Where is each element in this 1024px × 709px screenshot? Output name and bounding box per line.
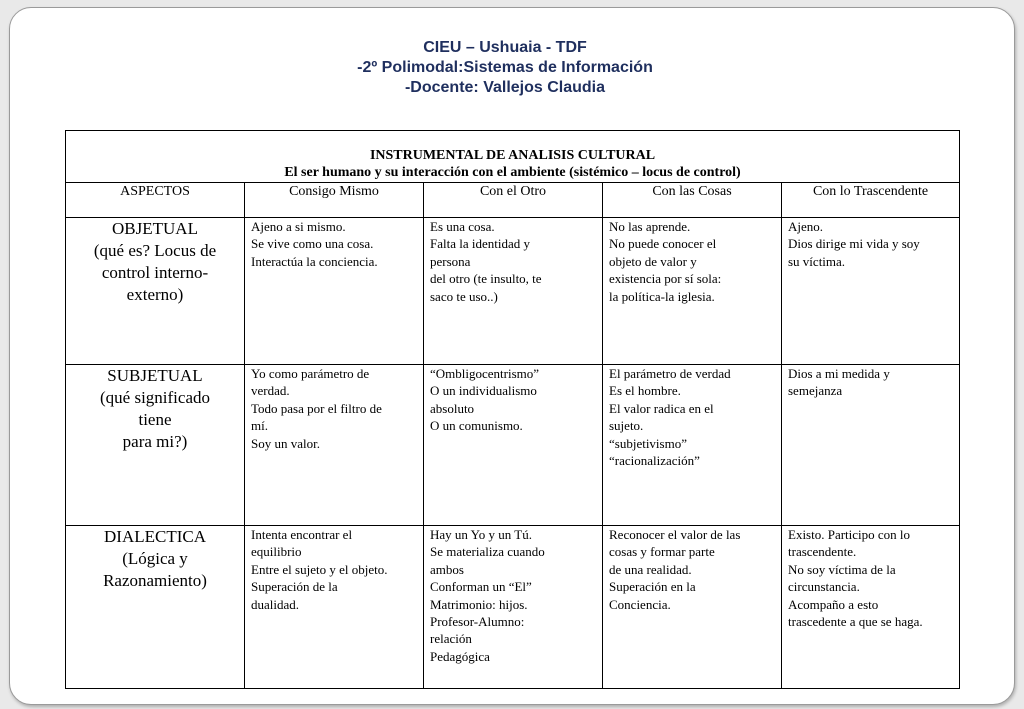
cell-text-line: Superación en la — [609, 579, 696, 595]
column-header: Con el Otro — [424, 183, 603, 218]
table-cell — [245, 218, 424, 365]
cell-text-line: trascedente a que se haga. — [788, 614, 923, 630]
aspect-label-line: (qué es? Locus de — [93, 241, 217, 260]
header-teacher: -Docente: Vallejos Claudia — [404, 79, 606, 96]
cell-text-line: “subjetivismo” — [609, 435, 687, 451]
table-title-cell — [66, 131, 960, 183]
cultural-analysis-table — [65, 130, 960, 689]
aspect-label-line: para mi?) — [122, 432, 188, 451]
cell-text-line: Hay un Yo y un Tú. — [430, 527, 532, 542]
table-cell — [424, 526, 603, 689]
table-cell — [782, 218, 960, 365]
table-cell — [782, 365, 960, 526]
aspect-label-line: (Lógica y — [122, 549, 188, 568]
table-cell — [603, 365, 782, 526]
table-row-objetual — [66, 218, 960, 365]
table-title: INSTRUMENTAL DE ANALISIS CULTURAL — [369, 148, 656, 163]
cell-text-line: Se materializa cuando — [430, 544, 545, 560]
cell-text-line: Falta la identidad y — [430, 236, 531, 252]
aspect-cell — [66, 218, 245, 365]
aspect-label-line: OBJETUAL — [112, 219, 198, 238]
cell-text-line: Entre el sujeto y el objeto. — [251, 561, 388, 577]
cell-text-line: saco te uso..) — [430, 288, 498, 304]
cell-text-line: del otro (te insulto, te — [430, 271, 542, 287]
header-course: -2º Polimodal:Sistemas de Información — [357, 59, 653, 76]
cell-text-line: objeto de valor y — [609, 253, 697, 269]
cell-text-line: Yo como parámetro de — [251, 366, 370, 381]
cell-text-line: Acompaño a esto — [788, 596, 879, 612]
cell-text-line: Ajeno a si mismo. — [251, 219, 346, 234]
cell-text-line: equilibrio — [251, 544, 302, 560]
aspect-label-line: control interno- — [101, 263, 209, 282]
cell-text-line: Dios a mi medida y — [788, 366, 890, 381]
cell-text-line: “racionalización” — [609, 453, 700, 469]
table-row-dialectica — [66, 526, 960, 689]
header-institution: CIEU – Ushuaia - TDF — [423, 39, 587, 56]
cell-text-line: Es una cosa. — [430, 219, 495, 234]
cell-text-line: O un comunismo. — [430, 418, 523, 434]
cell-text-line: de una realidad. — [609, 561, 692, 577]
column-header: Con lo Trascendente — [782, 183, 960, 218]
cell-text-line: No las aprende. — [609, 219, 691, 234]
table-cell — [424, 365, 603, 526]
table-cell — [603, 218, 782, 365]
aspect-cell — [66, 526, 245, 689]
cell-text-line: El parámetro de verdad — [609, 366, 731, 381]
cell-text-line: No puede conocer el — [609, 236, 717, 252]
cell-text-line: persona — [430, 253, 471, 269]
cell-text-line: Superación de la — [251, 579, 338, 595]
cell-text-line: Intenta encontrar el — [251, 527, 353, 542]
cell-text-line: Conforman un “El” — [430, 579, 532, 595]
cell-text-line: existencia por sí sola: — [609, 271, 722, 287]
cell-text-line: “Ombligocentrismo” — [430, 366, 540, 381]
cell-text-line: relación — [430, 631, 472, 647]
cell-text-line: Profesor-Alumno: — [430, 614, 525, 630]
cell-text-line: O un individualismo — [430, 383, 537, 399]
cell-text-line: Se vive como una cosa. — [251, 236, 374, 252]
cell-text-line: verdad. — [251, 383, 290, 399]
table-cell — [782, 526, 960, 689]
cell-text-line: absoluto — [430, 400, 475, 416]
cell-text-line: Interactúa la conciencia. — [251, 253, 378, 269]
cell-text-line: mí. — [251, 418, 268, 434]
cell-text-line: la política-la iglesia. — [609, 288, 715, 304]
column-header: Con las Cosas — [603, 183, 782, 218]
cell-text-line: Es el hombre. — [609, 383, 681, 399]
table-cell — [245, 365, 424, 526]
cell-text-line: Todo pasa por el filtro de — [251, 400, 382, 416]
table-cell — [603, 526, 782, 689]
cell-text-line: circunstancia. — [788, 579, 860, 595]
cell-text-line: Pedagógica — [430, 648, 490, 664]
cell-text-line: Reconocer el valor de las — [609, 527, 741, 542]
cell-text-line: ambos — [430, 561, 464, 577]
cell-text-line: Existo. Participo con lo — [788, 527, 911, 542]
cell-text-line: Ajeno. — [788, 219, 824, 234]
cell-text-line: El valor radica en el — [609, 400, 714, 416]
table-cell — [424, 218, 603, 365]
aspect-cell — [66, 365, 245, 526]
column-header-row — [66, 183, 960, 218]
aspect-label-line: tiene — [138, 410, 172, 429]
aspect-label-line: DIALECTICA — [104, 527, 206, 546]
cell-text-line: semejanza — [788, 383, 843, 399]
cell-text-line: Conciencia. — [609, 596, 671, 612]
slide-header — [10, 38, 1000, 98]
aspect-label-line: SUBJETUAL — [107, 366, 203, 385]
cell-text-line: trascendente. — [788, 544, 857, 560]
cell-text-line: sujeto. — [609, 418, 644, 434]
cell-text-line: Soy un valor. — [251, 435, 320, 451]
table-cell — [245, 526, 424, 689]
cell-text-line: cosas y formar parte — [609, 544, 715, 560]
cell-text-line: Dios dirige mi vida y soy — [788, 236, 920, 252]
column-header: Consigo Mismo — [245, 183, 424, 218]
aspect-label-line: Razonamiento) — [103, 571, 207, 590]
cell-text-line: su víctima. — [788, 253, 846, 269]
aspect-label-line: (qué significado — [100, 388, 210, 407]
cell-text-line: Matrimonio: hijos. — [430, 596, 528, 612]
cell-text-line: No soy víctima de la — [788, 561, 896, 577]
table-row-subjetual — [66, 365, 960, 526]
column-header: ASPECTOS — [66, 183, 245, 218]
table-subtitle: El ser humano y su interacción con el ambiente (sistémico – locus de control) — [284, 165, 741, 180]
cell-text-line: dualidad. — [251, 596, 300, 612]
aspect-label-line: externo) — [126, 285, 184, 304]
